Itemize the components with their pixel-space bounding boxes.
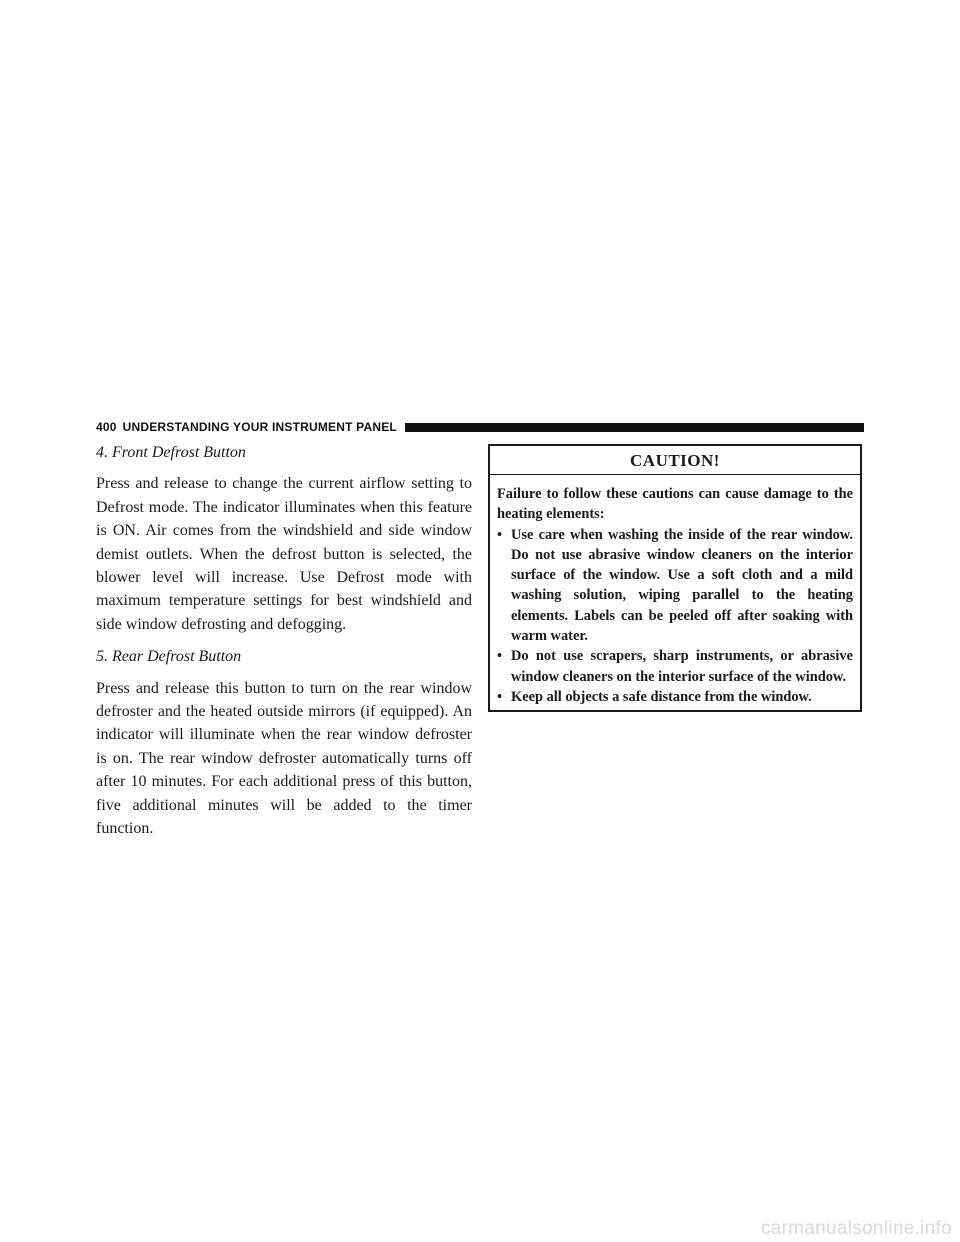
left-column [96, 441, 472, 841]
bullet-icon: • [497, 688, 503, 705]
caution-item-text: Keep all objects a safe distance from the window. [511, 688, 812, 705]
caution-item [497, 687, 853, 707]
heading-rear-defrost: 5. Rear Defrost Button [96, 648, 242, 666]
page-header [96, 419, 864, 435]
header-rule [405, 423, 864, 432]
caution-item [497, 525, 853, 647]
caution-body [490, 475, 860, 707]
section-title: UNDERSTANDING YOUR INSTRUMENT PANEL [122, 420, 397, 434]
watermark: carmanualsonline.info [760, 1218, 952, 1239]
caution-intro: Failure to follow these cautions can cause damage to the heating elements: [497, 486, 853, 523]
caution-box [488, 444, 862, 712]
caution-list [497, 525, 853, 708]
bullet-icon: • [497, 526, 503, 543]
page-number: 400 [96, 420, 117, 434]
paragraph-rear-defrost: Press and release this button to turn on the rear window defroster and the heated outside mirrors (if equipped). An indicator will illuminate when the rear window defroster is on. The rear window defroster automatically turns off after 10 minutes. For each additional press of this button, five additional minutes will be added to the timer function. [96, 679, 472, 838]
caution-item [497, 646, 853, 687]
caution-title: CAUTION! [490, 446, 860, 475]
bullet-icon: • [497, 648, 503, 665]
paragraph-front-defrost: Press and release to change the current airflow setting to Defrost mode. The indicator illuminates when this feature is ON. Air comes from the windshield and side window demist outlets. When the defrost button is selected, the blower level will increase. Use Defrost mode with maximum temperature settings for best windshield and side window defrosting and defogging. [96, 475, 472, 633]
caution-item-text: Do not use scrapers, sharp instruments, or abrasive window cleaners on the interior surface of the window. [511, 648, 853, 685]
caution-item-text: Use care when washing the inside of the rear window. Do not use abrasive window cleaners on the interior surface of the window. Use a soft cloth and a mild washing solution, wiping parallel to the heating elements. Labels can be peeled off after soaking with warm water. [511, 526, 853, 645]
heading-front-defrost: 4. Front Defrost Button [96, 444, 246, 461]
